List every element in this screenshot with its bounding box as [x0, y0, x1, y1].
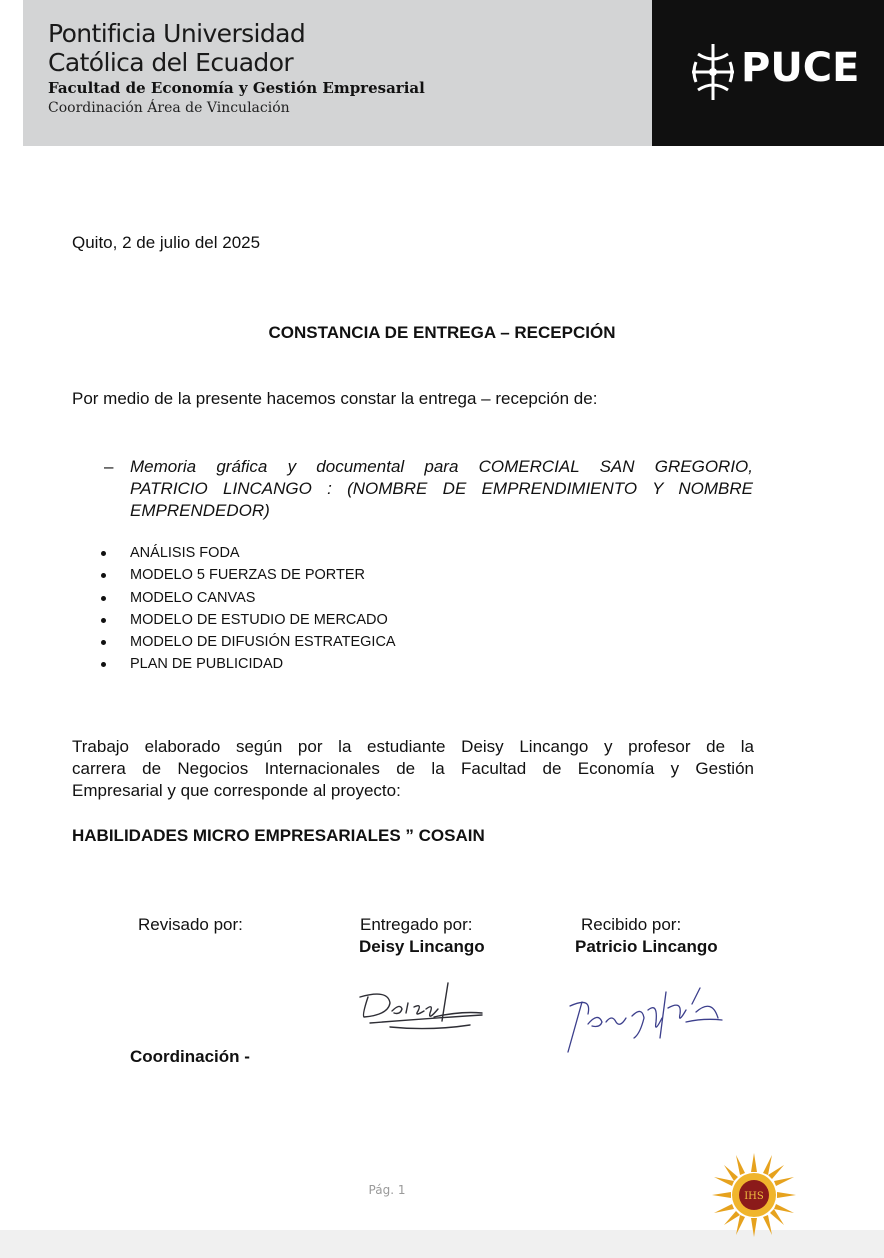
item-dash: – [104, 457, 114, 476]
list-item: ANÁLISIS FODA [100, 542, 396, 564]
delivered-item-line: Memoria gráfica y documental para COMERCIAL SAN GREGORIO, [130, 457, 753, 476]
list-item: MODELO DE DIFUSIÓN ESTRATEGICA [100, 631, 396, 653]
jesuit-seal-icon [711, 1152, 797, 1238]
deliverables-list [100, 542, 396, 676]
paragraph-line: Trabajo elaborado según por la estudiante Deisy Lincango y profesor de la [72, 737, 754, 756]
bullet-icon [101, 551, 106, 556]
delivered-by-name: Deisy Lincango [359, 937, 485, 956]
bullet-icon [101, 662, 106, 667]
received-by-name: Patricio Lincango [575, 937, 718, 956]
university-name-line2: Católica del Ecuador [48, 48, 294, 77]
delivered-item-line: EMPRENDEDOR) [130, 501, 270, 520]
delivered-item [130, 456, 753, 522]
paragraph-line: Empresarial y que corresponde al proyecto: [72, 781, 401, 800]
work-description [72, 736, 754, 802]
list-item: MODELO 5 FUERZAS DE PORTER [100, 564, 396, 586]
project-name: HABILIDADES MICRO EMPRESARIALES ” COSAIN [72, 826, 485, 845]
faculty-name: Facultad de Economía y Gestión Empresarial [48, 79, 425, 97]
bullet-icon [101, 640, 106, 645]
university-name-line1: Pontificia Universidad [48, 19, 306, 48]
document-title: CONSTANCIA DE ENTREGA – RECEPCIÓN [268, 323, 616, 342]
puce-emblem-icon [688, 40, 738, 104]
delivered-item-line: PATRICIO LINCANGO : (NOMBRE DE EMPRENDIMIENTO Y NOMBRE [130, 479, 753, 498]
bullet-icon [101, 596, 106, 601]
bullet-icon [101, 573, 106, 578]
deisy-signature-icon [330, 975, 495, 1050]
coordination-area: Coordinación Área de Vinculación [48, 100, 290, 116]
intro-text: Por medio de la presente hacemos constar la entrega – recepción de: [72, 389, 598, 408]
bullet-icon [101, 618, 106, 623]
puce-logo-text: PUCE [741, 45, 860, 91]
list-item: MODELO CANVAS [100, 587, 396, 609]
list-item: PLAN DE PUBLICIDAD [100, 653, 396, 675]
document-date: Quito, 2 de julio del 2025 [72, 233, 261, 252]
page-number: Pág. 1 [368, 1183, 406, 1197]
received-by-label: Recibido por: [581, 915, 682, 934]
paragraph-line: carrera de Negocios Internacionales de la Facultad de Economía y Gestión [72, 759, 754, 778]
svg-text:IHS: IHS [744, 1191, 764, 1202]
reviewed-by-label: Revisado por: [138, 915, 243, 934]
coordination-label: Coordinación - [130, 1047, 250, 1066]
list-item: MODELO DE ESTUDIO DE MERCADO [100, 609, 396, 631]
delivered-by-label: Entregado por: [360, 915, 473, 934]
patricio-signature-icon [562, 978, 732, 1058]
